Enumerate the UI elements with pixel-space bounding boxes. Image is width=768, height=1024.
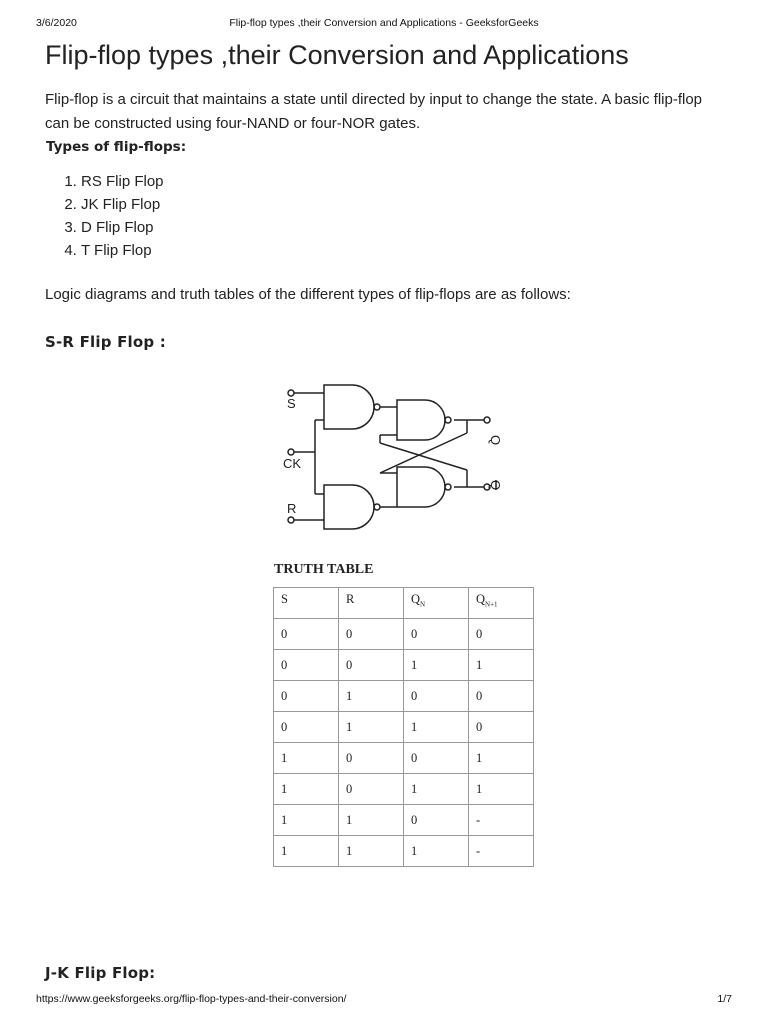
column-header-r: R [339,588,404,619]
table-row [274,619,534,650]
table-cell: 0 [339,743,404,774]
table-cell: 1 [469,774,534,805]
list-item: 2. JK Flip Flop [81,193,164,216]
article-title: Flip-flop types ,their Conversion and Applications [45,40,629,70]
table-cell: 1 [339,681,404,712]
jk-flip-flop-heading: J-K Flip Flop: [45,964,156,982]
table-row [274,836,534,867]
table-cell: 0 [274,619,339,650]
table-cell: 0 [274,712,339,743]
table-cell: 1 [274,774,339,805]
table-cell: 0 [339,650,404,681]
logic-paragraph: Logic diagrams and truth tables of the different types of flip-flops are as follows: [45,286,571,303]
table-cell: 0 [404,619,469,650]
input-s-label: S [287,396,296,411]
list-item: 3. D Flip Flop [81,216,164,239]
table-cell: 1 [339,805,404,836]
table-cell: 1 [339,836,404,867]
sr-flip-flop-heading: S-R Flip Flop : [45,333,166,351]
input-ck-label: CK [283,456,302,471]
table-cell: 1 [404,836,469,867]
table-row [274,712,534,743]
output-q-label: Q [488,435,503,446]
table-row [274,681,534,712]
truth-table-title: TRUTH TABLE [274,562,374,577]
table-cell: 0 [469,681,534,712]
table-cell: - [469,836,534,867]
table-cell: 1 [274,836,339,867]
column-header-s: S [274,588,339,619]
table-row [274,774,534,805]
table-cell: 1 [469,743,534,774]
table-cell: 0 [339,619,404,650]
output-qbar-label: Q [488,480,503,491]
print-page-number: 1/7 [717,993,732,1005]
table-cell: 0 [404,681,469,712]
table-cell: 1 [404,712,469,743]
table-cell: 1 [469,650,534,681]
table-header-row [274,588,534,619]
print-page-title: Flip-flop types ,their Conversion and Applications - GeeksforGeeks [229,17,539,29]
types-heading: Types of flip-flops: [46,139,187,155]
print-url: https://www.geeksforgeeks.org/flip-flop-types-and-their-conversion/ [36,993,347,1005]
table-cell: 1 [404,650,469,681]
wires [294,393,484,520]
list-item: 4. T Flip Flop [81,239,164,262]
table-row [274,805,534,836]
table-row [274,650,534,681]
table-cell: 0 [339,774,404,805]
print-date: 3/6/2020 [36,17,77,29]
table-cell: 1 [339,712,404,743]
table-cell: 1 [274,743,339,774]
types-list [45,170,164,262]
intro-paragraph: Flip-flop is a circuit that maintains a state until directed by input to change the state. A basic flip-flop can be constructed using four-NAND or four-NOR gates. [45,91,703,132]
sr-truth-table [273,587,534,867]
table-cell: 1 [404,774,469,805]
table-cell: 1 [274,805,339,836]
table-cell: 0 [469,712,534,743]
input-r-label: R [287,501,297,516]
column-header-qn: $Q_N$ [404,588,469,619]
column-header-qn1: $Q_{N+1}$ [469,588,534,619]
table-row [274,743,534,774]
list-item: 1. RS Flip Flop [81,170,164,193]
table-cell: 0 [469,619,534,650]
table-cell: 0 [274,681,339,712]
table-cell: 0 [404,805,469,836]
table-cell: - [469,805,534,836]
table-cell: 0 [274,650,339,681]
sr-flip-flop-diagram [270,375,510,535]
table-cell: 0 [404,743,469,774]
